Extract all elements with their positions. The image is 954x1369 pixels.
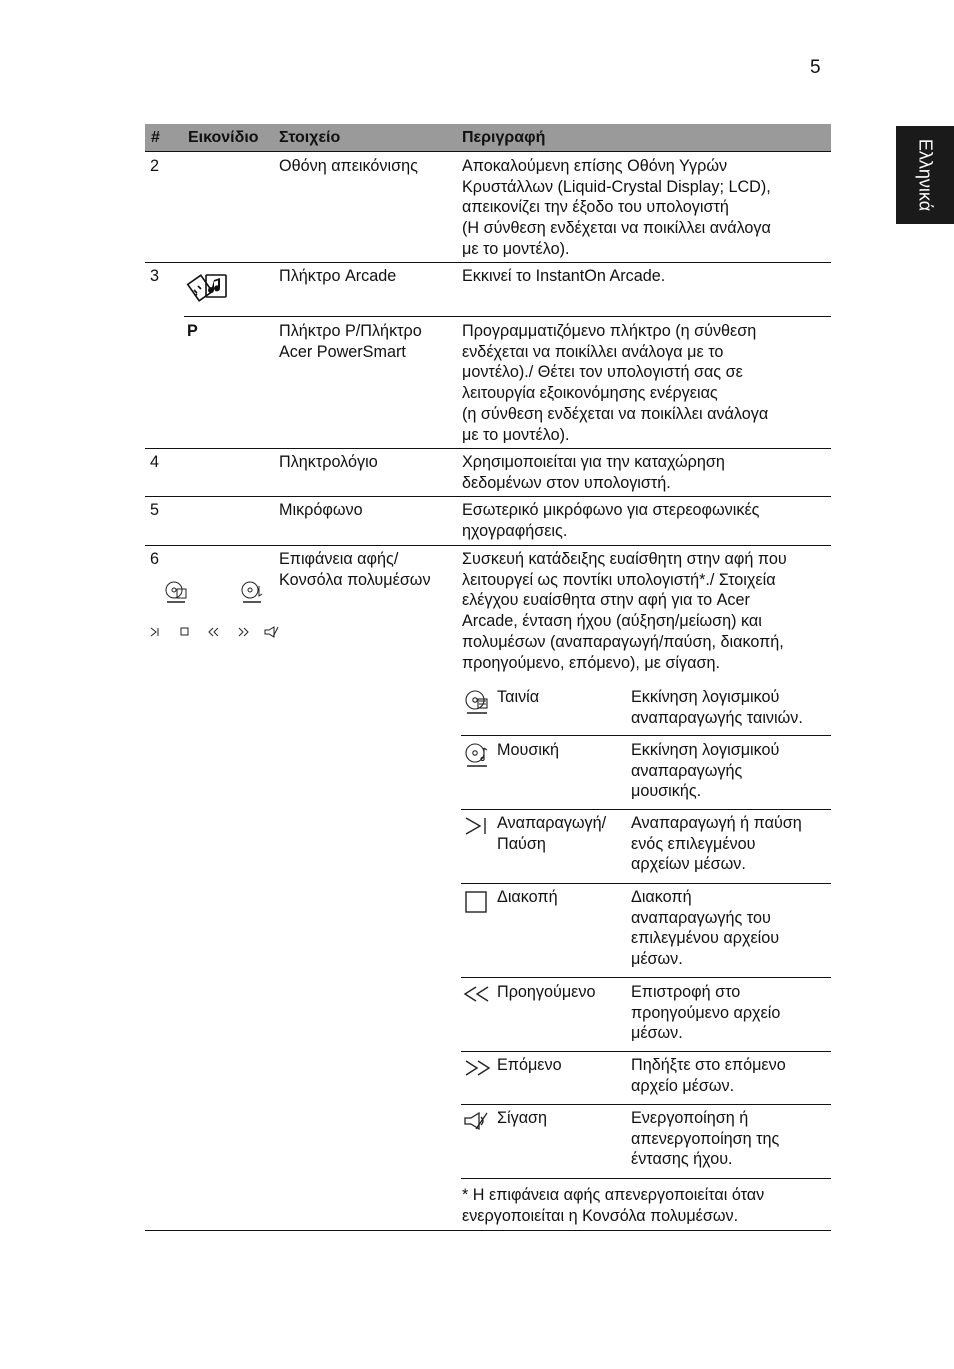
row-description-line: Συσκευή κατάδειξης ευαίσθητη στην αφή που (462, 550, 787, 568)
row-divider (145, 545, 831, 546)
play-pause-icon (149, 626, 163, 638)
next-icon (463, 1059, 491, 1077)
page-number: 5 (810, 57, 821, 78)
row-description-line: ελέγχου ευαίσθητα στην αφή για το Acer (462, 591, 750, 610)
previous-icon (463, 985, 491, 1003)
subtable-divider (461, 977, 831, 978)
movie-icon (164, 580, 190, 606)
row-divider (184, 316, 831, 317)
row-description-line: προηγούμενο, επόμενο), με σίγαση. (462, 653, 720, 672)
movie-icon (464, 689, 490, 717)
row-divider (145, 262, 831, 263)
row-description-line: Αποκαλούμενη επίσης Οθόνη Υγρών (462, 157, 728, 175)
subtable-description-line: Επιστροφή στο (631, 983, 741, 1001)
mute-icon (463, 1111, 491, 1131)
row-description-line: (η σύνθεση ενδέχεται να ποικίλλει ανάλογα (462, 404, 769, 423)
stop-icon (464, 890, 490, 916)
row-description-line: λειτουργεί ως ποντίκι υπολογιστή*./ Στοιχεία (462, 570, 776, 589)
subtable-description-line: Ενεργοποίηση ή (631, 1109, 749, 1127)
header-item: Στοιχείο (279, 129, 341, 146)
table-bottom-border (145, 1230, 831, 1231)
subtable-label: Διακοπή (497, 888, 558, 906)
row-description-line: (Η σύνθεση ενδέχεται να ποικίλλει ανάλογα (462, 219, 771, 238)
subtable-description-line: Διακοπή (631, 888, 692, 906)
subtable-description-line: επιλεγμένου αρχείου (631, 929, 780, 948)
row-divider (145, 496, 831, 497)
subtable-label: Σίγαση (497, 1109, 548, 1127)
subtable-label: Μουσική (497, 741, 560, 759)
row-item: Μικρόφωνο (279, 501, 363, 519)
row-description-line: ενδέχεται να ποικίλλει ανάλογα με το (462, 342, 724, 361)
subtable-divider (461, 1178, 831, 1179)
subtable-description-line: Αναπαραγωγή ή παύση (631, 814, 802, 832)
row-description-line: απεικονίζει την έξοδο του υπολογιστή (462, 198, 729, 217)
subtable-description-line: αναπαραγωγής του (631, 908, 771, 927)
subtable-label: Προηγούμενο (497, 983, 596, 1001)
row-description-line: με το μοντέλο). (462, 425, 570, 444)
row-description-line: δεδομένων στον υπολογιστή. (462, 473, 671, 492)
subtable-description-line: αρχείο μέσων. (631, 1076, 735, 1095)
arcade-icon (186, 272, 230, 308)
subtable-divider (461, 883, 831, 884)
header-description: Περιγραφή (462, 129, 546, 146)
footnote-line: * Η επιφάνεια αφής απενεργοποιείται όταν (462, 1186, 765, 1204)
row-num: 6 (150, 550, 160, 568)
header-icon: Εικονίδιο (188, 129, 259, 146)
p-key-icon: P (187, 322, 198, 340)
subtable-description-line: μουσικής. (631, 782, 702, 801)
row-item: Οθόνη απεικόνισης (279, 157, 418, 175)
row-description-line: Προγραμματιζόμενο πλήκτρο (η σύνθεση (462, 322, 757, 340)
row-description-line: Χρησιμοποιείται για την καταχώρηση (462, 453, 725, 471)
subtable-label-line: Αναπαραγωγή/ (497, 814, 607, 832)
row-description-line: Εκκινεί το InstantOn Arcade. (462, 267, 666, 285)
row-description-line: Arcade, ένταση ήχου (αύξηση/μείωση) και (462, 612, 762, 631)
row-description-line: ηχογραφήσεις. (462, 521, 568, 540)
subtable-description-line: Πηδήξτε στο επόμενο (631, 1056, 786, 1074)
subtable-description-line: αναπαραγωγής (631, 761, 743, 780)
subtable-description-line: έντασης ήχου. (631, 1150, 733, 1169)
stop-icon (179, 626, 191, 638)
subtable-divider (461, 809, 831, 810)
row-item-line: Επιφάνεια αφής/ (279, 550, 399, 568)
music-icon (464, 742, 490, 770)
row-divider (145, 448, 831, 449)
subtable-description-line: μέσων. (631, 1024, 683, 1043)
mute-icon (264, 626, 280, 638)
row-num: 3 (150, 267, 160, 285)
subtable-divider (461, 1104, 831, 1105)
subtable-description-line: αρχείων μέσων. (631, 855, 746, 874)
row-item-line: Acer PowerSmart (279, 342, 406, 361)
row-description-line: Κρυστάλλων (Liquid-Crystal Display; LCD), (462, 177, 771, 196)
subtable-divider (461, 735, 831, 736)
row-description-line: λειτουργία εξοικονόμησης ενέργειας (462, 384, 718, 403)
subtable-description-line: προηγούμενο αρχείο (631, 1003, 781, 1022)
play-pause-icon (464, 816, 490, 836)
row-num: 4 (150, 453, 160, 471)
subtable-label: Ταινία (497, 688, 540, 706)
row-description-line: μοντέλο)./ Θέτει τον υπολογιστή σας σε (462, 363, 743, 382)
row-description-line: πολυμέσων (αναπαραγωγή/παύση, διακοπή, (462, 632, 784, 651)
previous-icon (207, 626, 221, 638)
subtable-label-line: Παύση (497, 834, 546, 853)
subtable-description-line: μέσων. (631, 950, 683, 969)
row-item: Πλήκτρο Arcade (279, 267, 397, 285)
row-item: Πληκτρολόγιο (279, 453, 378, 471)
subtable-description-line: Εκκίνηση λογισμικού (631, 688, 780, 706)
table-header (145, 124, 831, 152)
subtable-divider (461, 1051, 831, 1052)
row-num: 5 (150, 501, 160, 519)
subtable-label: Επόμενο (497, 1056, 562, 1074)
language-tab (896, 126, 954, 224)
subtable-description-line: Εκκίνηση λογισμικού (631, 741, 780, 759)
row-item-line: Πλήκτρο P/Πλήκτρο (279, 322, 422, 340)
subtable-description-line: αναπαραγωγής ταινιών. (631, 708, 803, 727)
subtable-description-line: απενεργοποίηση της (631, 1129, 780, 1148)
row-description-line: με το μοντέλο). (462, 239, 570, 258)
row-description-line: Εσωτερικό μικρόφωνο για στερεοφωνικές (462, 501, 760, 519)
music-icon (240, 580, 266, 606)
next-icon (236, 626, 250, 638)
footnote-line: ενεργοποιείται η Κονσόλα πολυμέσων. (462, 1206, 739, 1225)
subtable-description-line: ενός επιλεγμένου (631, 834, 756, 853)
header-num: # (151, 129, 160, 146)
language-tab-label: Ελληνικά (915, 138, 936, 212)
row-item-line: Κονσόλα πολυμέσων (279, 570, 431, 589)
row-num: 2 (150, 157, 160, 175)
